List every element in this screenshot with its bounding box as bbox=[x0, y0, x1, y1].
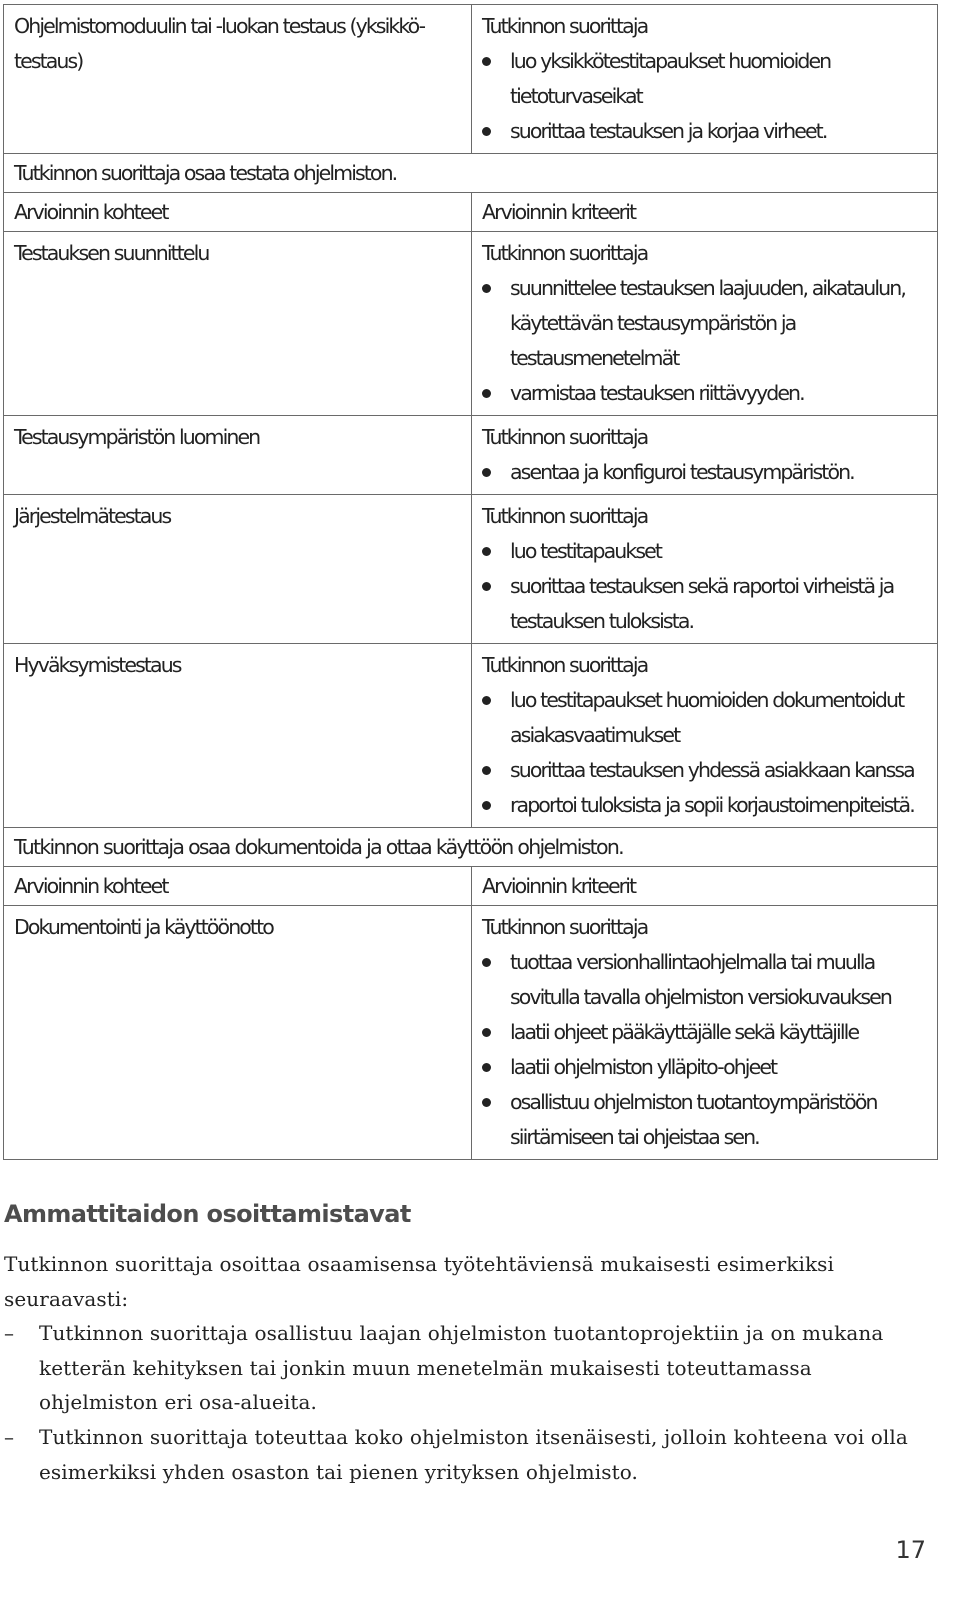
criteria-cell bbox=[472, 495, 938, 644]
target-label: Hyväksymistestaus bbox=[14, 653, 181, 677]
criteria-list bbox=[482, 683, 937, 823]
assessment-target bbox=[4, 5, 472, 154]
target-label: Testausympäristön luominen bbox=[14, 425, 260, 449]
criteria-intro: Tutkinnon suorittaja bbox=[482, 915, 648, 939]
criteria-cell bbox=[472, 232, 938, 416]
criteria-intro: Tutkinnon suorittaja bbox=[482, 425, 648, 449]
table-row bbox=[4, 5, 938, 154]
table-row bbox=[4, 232, 938, 416]
criteria-item: raportoi tuloksista ja sopii korjaustoimenpiteistä. bbox=[482, 788, 937, 823]
criteria-item: suorittaa testauksen sekä raportoi virheistä ja testauksen tuloksista. bbox=[482, 569, 937, 639]
assessment-target bbox=[4, 644, 472, 828]
section-title: Ammattitaidon osoittamistavat bbox=[4, 1200, 411, 1228]
criteria-item: laatii ohjeet pääkäyttäjälle sekä käyttäjille bbox=[482, 1015, 937, 1050]
criteria-item: laatii ohjelmiston ylläpito-ohjeet bbox=[482, 1050, 937, 1085]
criteria-intro: Tutkinnon suorittaja bbox=[482, 653, 648, 677]
table-row bbox=[4, 906, 938, 1160]
target-label: Testauksen suunnittelu bbox=[14, 241, 209, 265]
criteria-cell bbox=[472, 416, 938, 495]
assessment-target bbox=[4, 416, 472, 495]
criteria-item: asentaa ja konfiguroi testausympäristön. bbox=[482, 455, 937, 490]
criteria-item: suunnittelee testauksen laajuuden, aikataulun, käytettävän testausympäristön ja testausmenetelmät bbox=[482, 271, 937, 376]
criteria-list bbox=[482, 455, 937, 490]
column-header-targets: Arvioinnin kohteet bbox=[4, 867, 472, 906]
competence-heading: Tutkinnon suorittaja osaa dokumentoida ja ottaa käyttöön ohjelmiston. bbox=[4, 828, 938, 867]
competence-heading: Tutkinnon suorittaja osaa testata ohjelmiston. bbox=[4, 154, 938, 193]
criteria-item: suorittaa testauksen ja korjaa virheet. bbox=[482, 114, 937, 149]
criteria-cell bbox=[472, 906, 938, 1160]
column-header-targets: Arvioinnin kohteet bbox=[4, 193, 472, 232]
column-header-criteria: Arvioinnin kriteerit bbox=[472, 193, 938, 232]
criteria-cell bbox=[472, 5, 938, 154]
demonstration-list bbox=[4, 1316, 918, 1490]
criteria-list bbox=[482, 945, 937, 1155]
criteria-list bbox=[482, 44, 937, 149]
criteria-item: varmistaa testauksen riittävyyden. bbox=[482, 376, 937, 411]
list-item: – Tutkinnon suorittaja toteuttaa koko ohjelmiston itsenäisesti, jolloin kohteena voi olla esimerkiksi yhden osaston tai pienen yrityksen ohjelmisto. bbox=[4, 1420, 918, 1489]
assessment-target bbox=[4, 906, 472, 1160]
assessment-target bbox=[4, 232, 472, 416]
criteria-item: tuottaa versionhallintaohjelmalla tai muulla sovitulla tavalla ohjelmiston versiokuvauksen bbox=[482, 945, 937, 1015]
column-header-criteria: Arvioinnin kriteerit bbox=[472, 867, 938, 906]
target-label: Järjestelmätestaus bbox=[14, 504, 171, 528]
criteria-list bbox=[482, 534, 937, 639]
list-item: – Tutkinnon suorittaja osallistuu laajan ohjelmiston tuotantoprojektiin ja on mukana ketterän kehityksen tai jonkin muun menetelmän mukaisesti toteuttamassa ohjelmiston eri osa-alueita. bbox=[4, 1316, 918, 1420]
criteria-intro: Tutkinnon suorittaja bbox=[482, 14, 648, 38]
criteria-item: suorittaa testauksen yhdessä asiakkaan kanssa bbox=[482, 753, 937, 788]
criteria-intro: Tutkinnon suorittaja bbox=[482, 241, 648, 265]
table-row bbox=[4, 867, 938, 906]
table-row bbox=[4, 193, 938, 232]
criteria-item: luo yksikkötestitapaukset huomioiden tietoturvaseikat bbox=[482, 44, 937, 114]
criteria-table bbox=[3, 4, 938, 1160]
table-row bbox=[4, 495, 938, 644]
target-label: Ohjelmistomoduulin tai -luokan testaus (yksikkö-testaus) bbox=[14, 14, 425, 73]
criteria-cell bbox=[472, 644, 938, 828]
page-number: 17 bbox=[895, 1536, 926, 1564]
section-intro: Tutkinnon suorittaja osoittaa osaamisensa työtehtäviensä mukaisesti esimerkiksi seuraavasti: bbox=[4, 1252, 835, 1311]
assessment-target bbox=[4, 495, 472, 644]
table-row bbox=[4, 644, 938, 828]
table-row bbox=[4, 154, 938, 193]
criteria-list bbox=[482, 271, 937, 411]
table-row bbox=[4, 416, 938, 495]
criteria-item: luo testitapaukset huomioiden dokumentoidut asiakasvaatimukset bbox=[482, 683, 937, 753]
table-row bbox=[4, 828, 938, 867]
target-label: Dokumentointi ja käyttöönotto bbox=[14, 915, 273, 939]
criteria-intro: Tutkinnon suorittaja bbox=[482, 504, 648, 528]
criteria-item: luo testitapaukset bbox=[482, 534, 937, 569]
criteria-item: osallistuu ohjelmiston tuotantoympäristöön siirtämiseen tai ohjeistaa sen. bbox=[482, 1085, 937, 1155]
